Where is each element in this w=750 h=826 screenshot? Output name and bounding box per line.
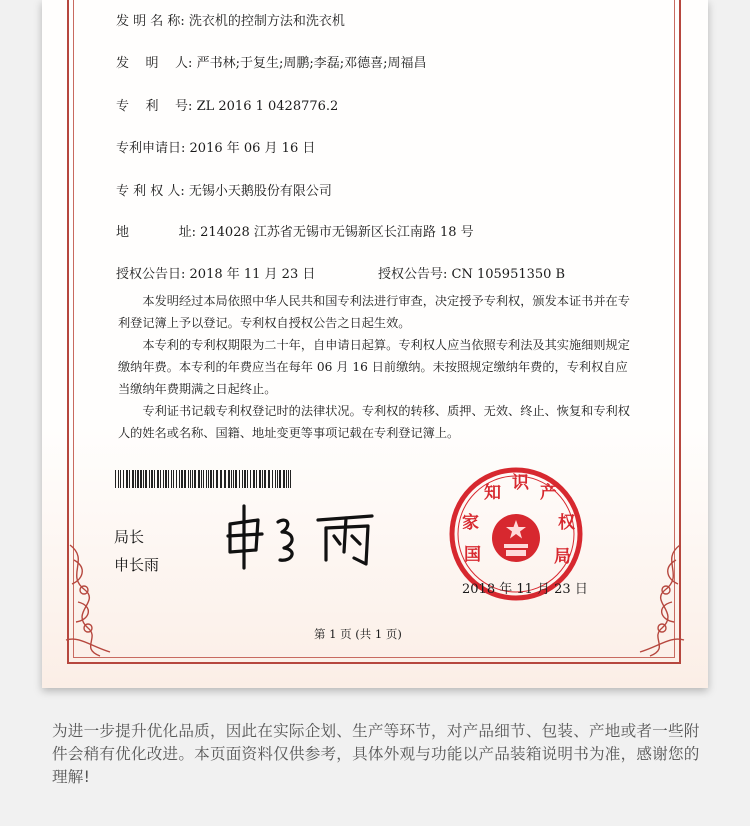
barcode-gap [291, 470, 292, 488]
field-value: 2018 年 11 月 23 日 [189, 267, 316, 282]
field-patent-number [116, 95, 338, 114]
field-value: 严书林;于复生;周鹏;李磊;邓德喜;周福昌 [196, 56, 427, 71]
paragraph-grant: 本发明经过本局依照中华人民共和国专利法进行审查，决定授予专利权，颁发本证书并在专利登记簿上予以登记。专利权自授权公告之日起生效。 [118, 294, 630, 330]
left-ornament-icon [60, 540, 120, 660]
svg-text:知: 知 [484, 483, 501, 503]
certificate-body [118, 290, 638, 444]
seal-char: 国 [464, 545, 481, 565]
signer-name: 申长雨 [114, 556, 160, 574]
field-label: 发 明 名 称: [116, 14, 185, 29]
field-label: 发 明 人: [116, 56, 193, 71]
page-indicator: 第 1 页 (共 1 页) [314, 627, 402, 641]
certificate-sheet [42, 0, 708, 688]
field-invention-name [116, 10, 345, 29]
field-label: 专 利 权 人: [116, 184, 185, 199]
field-patentee [116, 180, 332, 199]
barcode [115, 470, 293, 488]
field-value: 无锡小天鹅股份有限公司 [188, 184, 332, 199]
field-label: 授权公告号: [378, 267, 448, 282]
paragraph-term: 本专利的专利权期限为二十年，自申请日起算。专利权人应当依照专利法及其实施细则规定缴纳年费。本专利的年费应当在每年 06 月 16 日前缴纳。未按照规定缴纳年费的，专利权自应当缴纳年费期满之日起终止。 [118, 338, 630, 396]
signer-title: 局长 [114, 528, 145, 546]
field-grant-date [116, 263, 315, 282]
field-value: 2016 年 06 月 16 日 [189, 141, 316, 156]
field-grant-number [378, 263, 565, 282]
field-value: 洗衣机的控制方法和洗衣机 [188, 14, 345, 29]
paragraph-legal-status: 专利证书记载专利权登记时的法律状况。专利权的转移、质押、无效、终止、恢复和专利权人的姓名或名称、国籍、地址变更等事项记载在专利登记簿上。 [118, 404, 630, 440]
field-value: 214028 江苏省无锡市无锡新区长江南路 18 号 [200, 225, 474, 240]
svg-text:识: 识 [512, 473, 529, 493]
disclaimer-notice: 为进一步提升优化品质，因此在实际企划、生产等环节，对产品细节、包装、产地或者一些附件会稍有优化改进。本页面资料仅供参考，具体外观与功能以产品装箱说明书为准，感谢您的理解! [52, 722, 700, 786]
seal-date: 2018 年 11 月 23 日 [462, 582, 588, 597]
field-inventors [116, 52, 427, 71]
field-value: ZL 2016 1 0428776.2 [196, 99, 339, 114]
field-address [116, 221, 474, 240]
field-label: 专利申请日: [116, 141, 186, 156]
svg-text:权: 权 [558, 513, 575, 533]
svg-text:局: 局 [554, 547, 571, 567]
field-label: 授权公告日: [116, 267, 186, 282]
field-label: 地 址: [116, 225, 196, 240]
field-application-date [116, 137, 315, 156]
svg-text:产: 产 [540, 483, 557, 503]
right-ornament-icon [630, 540, 690, 660]
field-label: 专 利 号: [116, 99, 193, 114]
svg-text:家: 家 [462, 513, 479, 533]
handwritten-signature [222, 502, 392, 572]
field-value: CN 105951350 B [451, 267, 566, 282]
